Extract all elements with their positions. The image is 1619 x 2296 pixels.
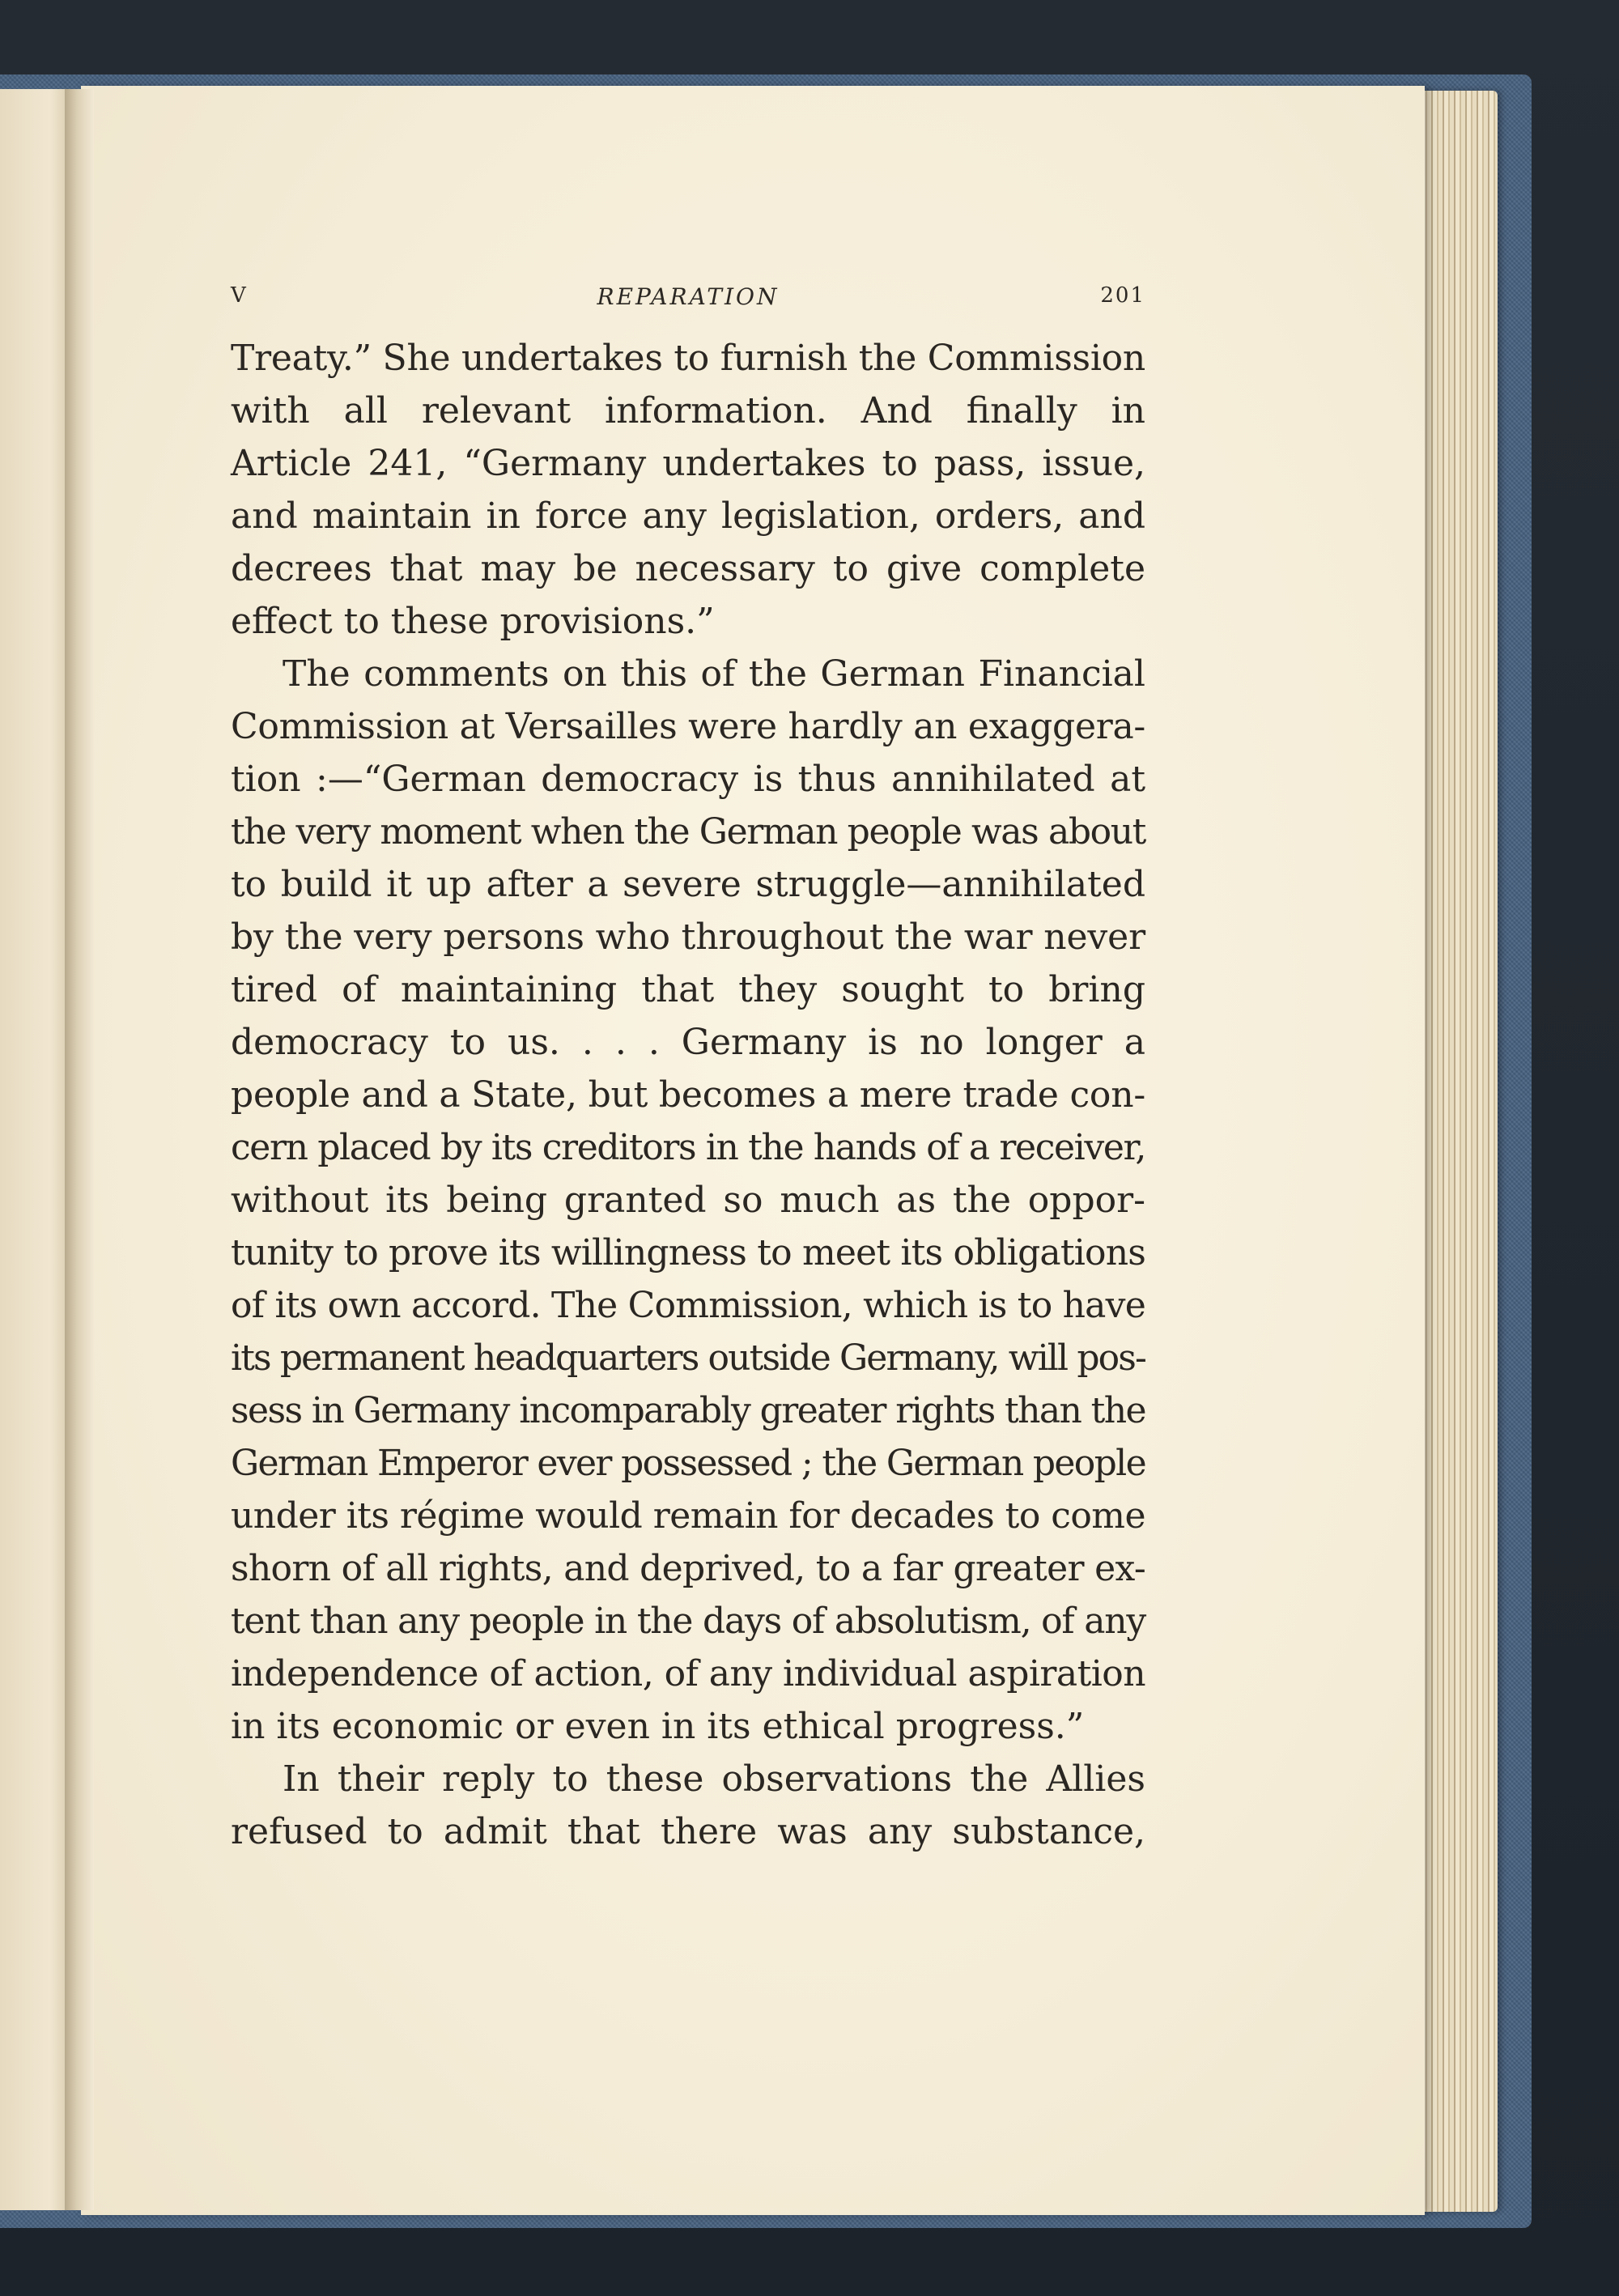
running-title: REPARATION (597, 283, 780, 310)
paragraph (231, 648, 1145, 1753)
text-line: the very moment when the German people was about (231, 811, 1145, 852)
text-line: without its being granted so much as the oppor- (231, 1180, 1145, 1221)
text-line: of its own accord. The Commission, which is to have (231, 1285, 1145, 1326)
text-line: Treaty.” She undertakes to furnish the Commission (231, 338, 1145, 379)
text-line: cern placed by its creditors in the hands of a receiver, (231, 1127, 1145, 1168)
text-line: under its régime would remain for decades to come (231, 1495, 1145, 1537)
text-line: independence of action, of any individual aspiration (231, 1653, 1145, 1694)
page-number: 201 (1100, 283, 1145, 308)
text-line: tunity to prove its willingness to meet its obligations (231, 1232, 1145, 1273)
text-line: decrees that may be necessary to give complete (231, 548, 1145, 589)
text-line: tion :—“German democracy is thus annihilated at (231, 759, 1145, 800)
text-line: tent than any people in the days of absolutism, of any (231, 1601, 1145, 1642)
paragraph (231, 1753, 1145, 1858)
text-line: and maintain in force any legislation, orders, and (231, 495, 1145, 537)
chapter-numeral: V (231, 283, 247, 308)
text-line: democracy to us. . . . Germany is no longer a (231, 1022, 1145, 1063)
text-line: German Emperor ever possessed ; the German people (231, 1443, 1145, 1484)
paragraph (231, 332, 1145, 648)
text-line: The comments on this of the German Financial (283, 653, 1145, 695)
body-text (231, 332, 1145, 1858)
text-line: with all relevant information. And finally in (231, 390, 1145, 432)
page-gutter (65, 89, 94, 2210)
text-line: Commission at Versailles were hardly an exaggera- (231, 706, 1146, 747)
text-line: In their reply to these observations the Allies (283, 1758, 1145, 1800)
text-line: shorn of all rights, and deprived, to a far greater ex- (231, 1548, 1145, 1589)
text-line: sess in Germany incomparably greater rights than the (231, 1390, 1146, 1431)
facing-page-edge (0, 89, 71, 2210)
text-line: by the very persons who throughout the war never (231, 916, 1145, 958)
text-line: to build it up after a severe struggle—annihilated (231, 864, 1145, 905)
text-line: in its economic or even in its ethical progress.” (231, 1706, 1085, 1747)
text-line: refused to admit that there was any substance, (231, 1811, 1145, 1852)
text-line: people and a State, but becomes a mere trade con- (231, 1074, 1145, 1116)
running-header (231, 283, 1145, 316)
text-line: tired of maintaining that they sought to bring (231, 969, 1145, 1010)
text-line: its permanent headquarters outside Germany, will pos- (231, 1337, 1145, 1379)
text-line: effect to these provisions.” (231, 601, 715, 642)
text-line: Article 241, “Germany undertakes to pass, issue, (231, 443, 1145, 484)
